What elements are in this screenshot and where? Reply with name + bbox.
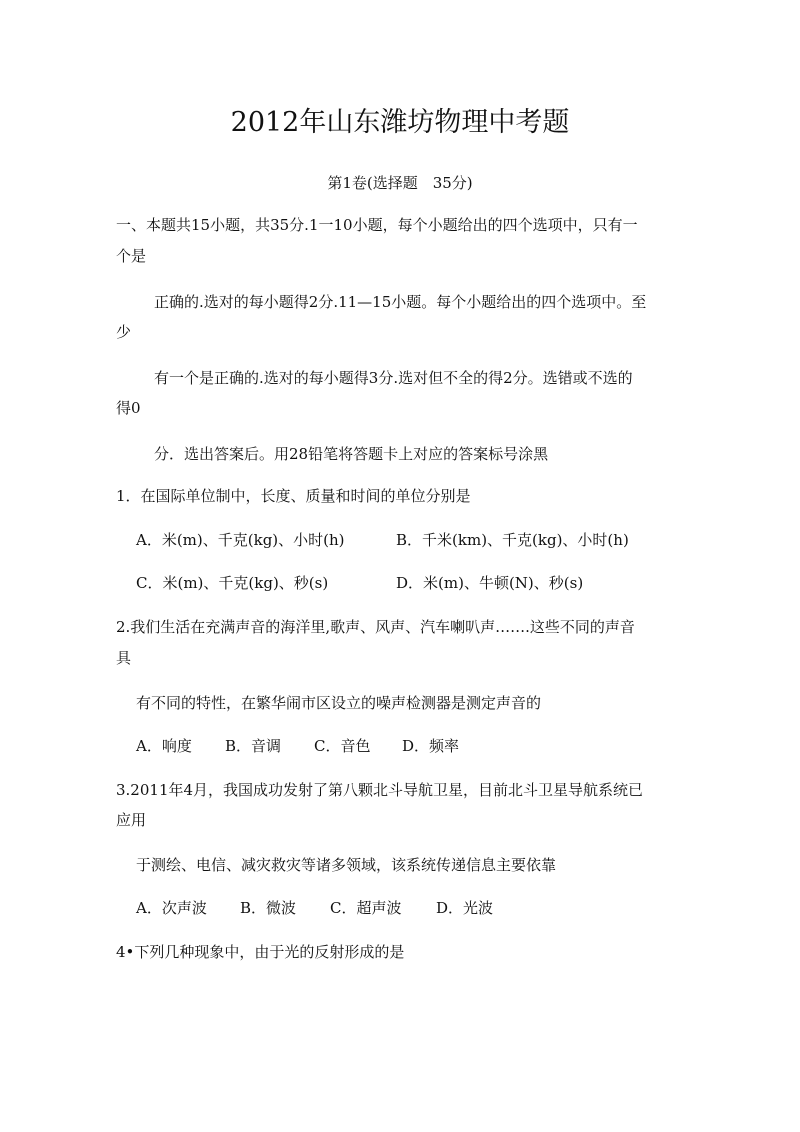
question-3-option-c: C．超声波 [330,899,402,917]
question-1-stem: 1．在国际单位制中，长度、质量和时间的单位分别是 [116,487,471,505]
question-3-option-a: A．次声波 [136,899,207,917]
instructions-line-1: 一、本题共15小题，共35分.1一10小题，每个小题给出的四个选项中，只有一 [116,216,638,234]
question-3-option-d: D．光波 [436,899,494,917]
question-2-option-c: C．音色 [314,737,371,755]
question-4-stem: 4•下列几种现象中，由于光的反射形成的是 [116,943,405,961]
question-2-option-a: A．响度 [136,737,192,755]
question-1-option-d: D．米(m)、牛顿(N)、秒(s) [396,574,584,592]
question-2-stem-line-1: 2.我们生活在充满声音的海洋里,歌声、风声、汽车喇叭声…….这些不同的声音 [116,618,635,636]
question-2-option-b: B．音调 [225,737,282,755]
page-title: 2012年山东潍坊物理中考题 [230,107,570,138]
question-2-stem-line-3: 有不同的特性，在繁华闹市区设立的噪声检测器是测定声音的 [136,694,542,712]
instructions-line-7: 分．选出答案后。用28铅笔将答题卡上对应的答案标号涂黑 [154,445,549,463]
instructions-line-5: 有一个是正确的.选对的每小题得3分.选对但不全的得2分。选错或不选的 [154,369,633,387]
question-1-option-c: C．米(m)、千克(kg)、秒(s) [136,574,329,592]
question-3-stem-line-2: 应用 [116,811,147,829]
question-3-stem-line-1: 3.2011年4月，我国成功发射了第八颗北斗导航卫星，目前北斗卫星导航系统已 [116,781,644,799]
question-2-option-d: D．频率 [402,737,460,755]
section-subtitle: 第1卷(选择题 35分) [327,174,473,192]
instructions-line-6: 得0 [116,399,141,417]
question-3-option-b: B．微波 [240,899,297,917]
instructions-line-4: 少 [116,323,132,341]
question-3-stem-line-3: 于测绘、电信、减灾救灾等诸多领域，该系统传递信息主要依靠 [136,856,557,874]
question-2-stem-line-2: 具 [116,649,132,667]
question-1-option-b: B．千米(km)、千克(kg)、小时(h) [396,531,629,549]
instructions-line-2: 个是 [116,247,147,265]
question-1-option-a: A．米(m)、千克(kg)、小时(h) [136,531,345,549]
instructions-line-3: 正确的.选对的每小题得2分.11—15小题。每个小题给出的四个选项中。至 [154,293,647,311]
